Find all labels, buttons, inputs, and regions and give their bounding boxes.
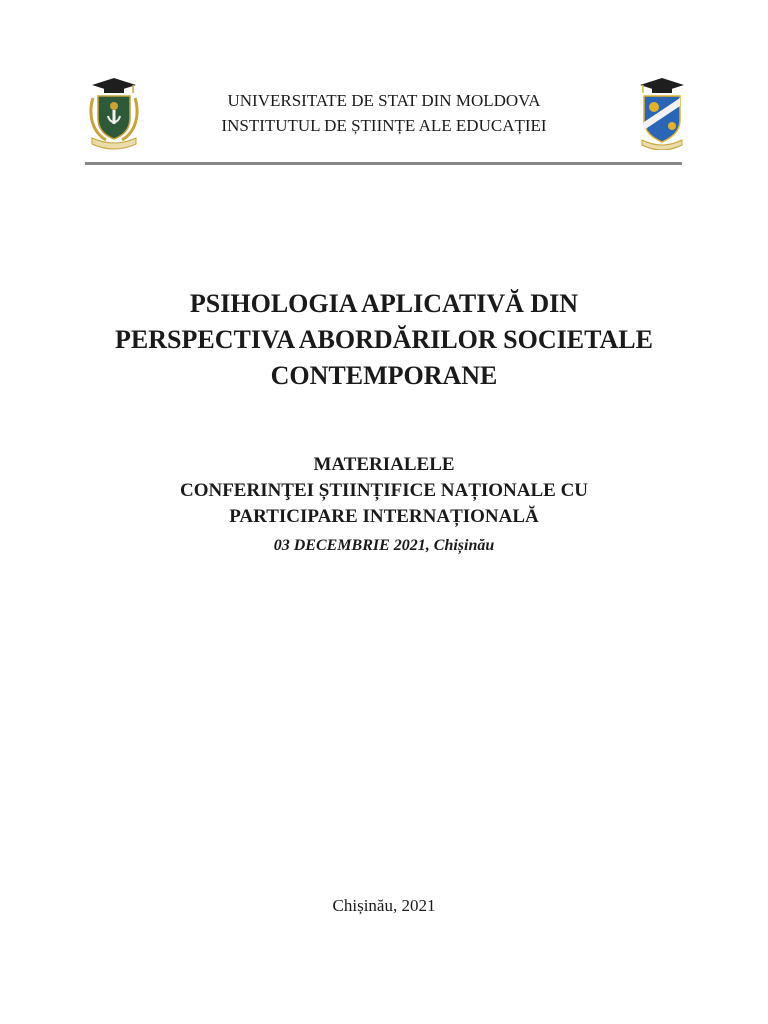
subtitle-line: CONFERINŢEI ȘTIINȚIFICE NAȚIONALE CU: [179, 480, 589, 501]
title-line: PERSPECTIVA ABORDĂRILOR SOCIETALE: [115, 325, 653, 354]
header-divider: [85, 162, 682, 165]
document-header: [0, 0, 768, 170]
institute-crest-icon: [634, 76, 690, 150]
subtitle-line: MATERIALELE: [313, 454, 455, 475]
conference-date: 03 DECEMBRIE 2021, Chișinău: [273, 537, 495, 554]
publication-place-year: Chișinău, 2021: [332, 896, 436, 915]
university-name: UNIVERSITATE DE STAT DIN MOLDOVA: [227, 91, 541, 110]
document-title: [40, 286, 728, 394]
title-line: PSIHOLOGIA APLICATIVĂ DIN: [189, 289, 579, 318]
conference-subtitle: [40, 452, 728, 530]
institute-name: INSTITUTUL DE ȘTIINȚE ALE EDUCAȚIEI: [221, 116, 547, 135]
title-line: CONTEMPORANE: [270, 361, 498, 390]
subtitle-line: PARTICIPARE INTERNAȚIONALĂ: [229, 506, 539, 527]
